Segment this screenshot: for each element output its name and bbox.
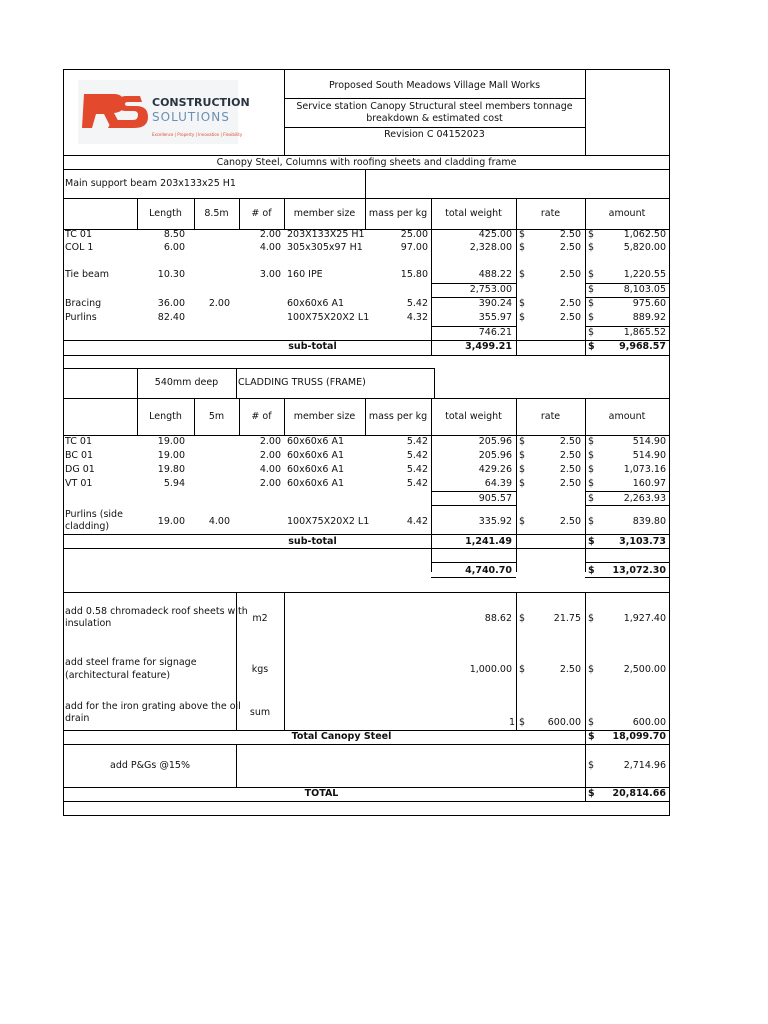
col-total-weight: total weight (445, 208, 502, 219)
col-length: Length (149, 411, 182, 422)
col-length: Length (149, 208, 182, 219)
project-description: Service station Canopy Structural steel members tonnage breakdown & estimated cost (296, 101, 573, 124)
col-member-size: member size (293, 208, 356, 219)
col-count: # of (251, 208, 272, 219)
section1-title: Canopy Steel, Columns with roofing sheets and cladding frame (216, 157, 517, 168)
company-logo (78, 80, 250, 144)
col-total-weight: total weight (445, 411, 502, 422)
col-amount: amount (608, 208, 646, 219)
beam-label: Main support beam 203x133x25 H1 (65, 178, 236, 189)
col-mass: mass per kg (368, 208, 428, 219)
logo-line-1: CONSTRUCTION (152, 96, 250, 109)
cost-sheet: CONSTRUCTION SOLUTIONS Excellence | Property | Innovation | Flexibility Proposed South Meadows Village Mall Works Service station Canopy Structural steel members tonnage breakdown & estimated cost Revision C 04152023 Canopy Steel, Columns with roofing sheets and cladding frame Main support beam 203x133x25 H1 Length 8.5m # of member size mass per kg total weight rate amount TC 01 8.50 2.00 203X133X25 H1 25.00 425.00 $ 2.50 $ 1,062.50 COL 1 6.00 4.00 305x305x97 H1 97.00 2,328.00 $ 2.50 $ 5,820.00 Tie beam 10.30 3.00 160 IPE 15.80 488.22 $ 2.50 $ 1,220.55 2,753.00 $ 8,103.05 Bracing 36.00 2.00 60x60x6 A1 5.42 390.24 $ 2.50 $ 975.60 Purlins 82.40 100X75X20X2 L1 4.32 355.97 $ 2.50 $ 889.92 746.21 $ 1,865.52 sub-total 3,499.21 $ 9,968.57 540mm deep CLADDING TRUSS (FRAME) Length 5m # of member size mass per kg total weight rate amount TC 01 19.00 2.00 60x60x6 A1 5.42 205.96 $ 2.50 $ 514.90 BC 01 19.00 2.00 60x60x6 A1 5.42 205.96 $ 2.50 $ 514.90 DG 01 19.80 4.00 60x60x6 A1 5.42 429.26 $ 2.50 $ 1,073.16 VT 01 5.94 2.00 60x60x6 A1 5.42 64.39 $ 2.50 $ 160.97 905.57 $ 2,263.93 Purlins (side cladding) 19.00 4.00 100X75X20X2 L1 4.42 335.92 $ 2.50 $ 839.80 sub-total 1,241.49 $ 3,103.73 4,740.70 $ 13,072.30 add 0.58 chromadeck roof sheets with insulation m2 88.62 $ 21.75 $ 1,927.40 add steel frame for signage (architectural feature) kgs 1,000.00 $ 2.50 $ 2,500.00 add for the iron grating above the oil drain sum 1 $ 600.00 $ 600.00 Total Canopy Steel $ 18,099.70 add P&Gs @15% $ 2,714.96 TOTAL $ 20,814.66 (63, 69, 670, 816)
col-mass: mass per kg (368, 411, 428, 422)
truss-depth: 540mm deep (154, 377, 219, 388)
col-span: 5m (208, 411, 225, 422)
col-span: 8.5m (204, 208, 229, 219)
logo-line-2: SOLUTIONS (152, 110, 230, 124)
col-rate: rate (540, 411, 561, 422)
revision-label: Revision C 04152023 (384, 129, 485, 140)
project-title: Proposed South Meadows Village Mall Works (328, 80, 541, 91)
col-amount: amount (608, 411, 646, 422)
col-rate: rate (540, 208, 561, 219)
col-count: # of (251, 411, 272, 422)
truss-title: CLADDING TRUSS (FRAME) (238, 377, 366, 388)
col-member-size: member size (293, 411, 356, 422)
logo-tagline: Excellence | Property | Innovation | Flexibility (152, 132, 243, 137)
